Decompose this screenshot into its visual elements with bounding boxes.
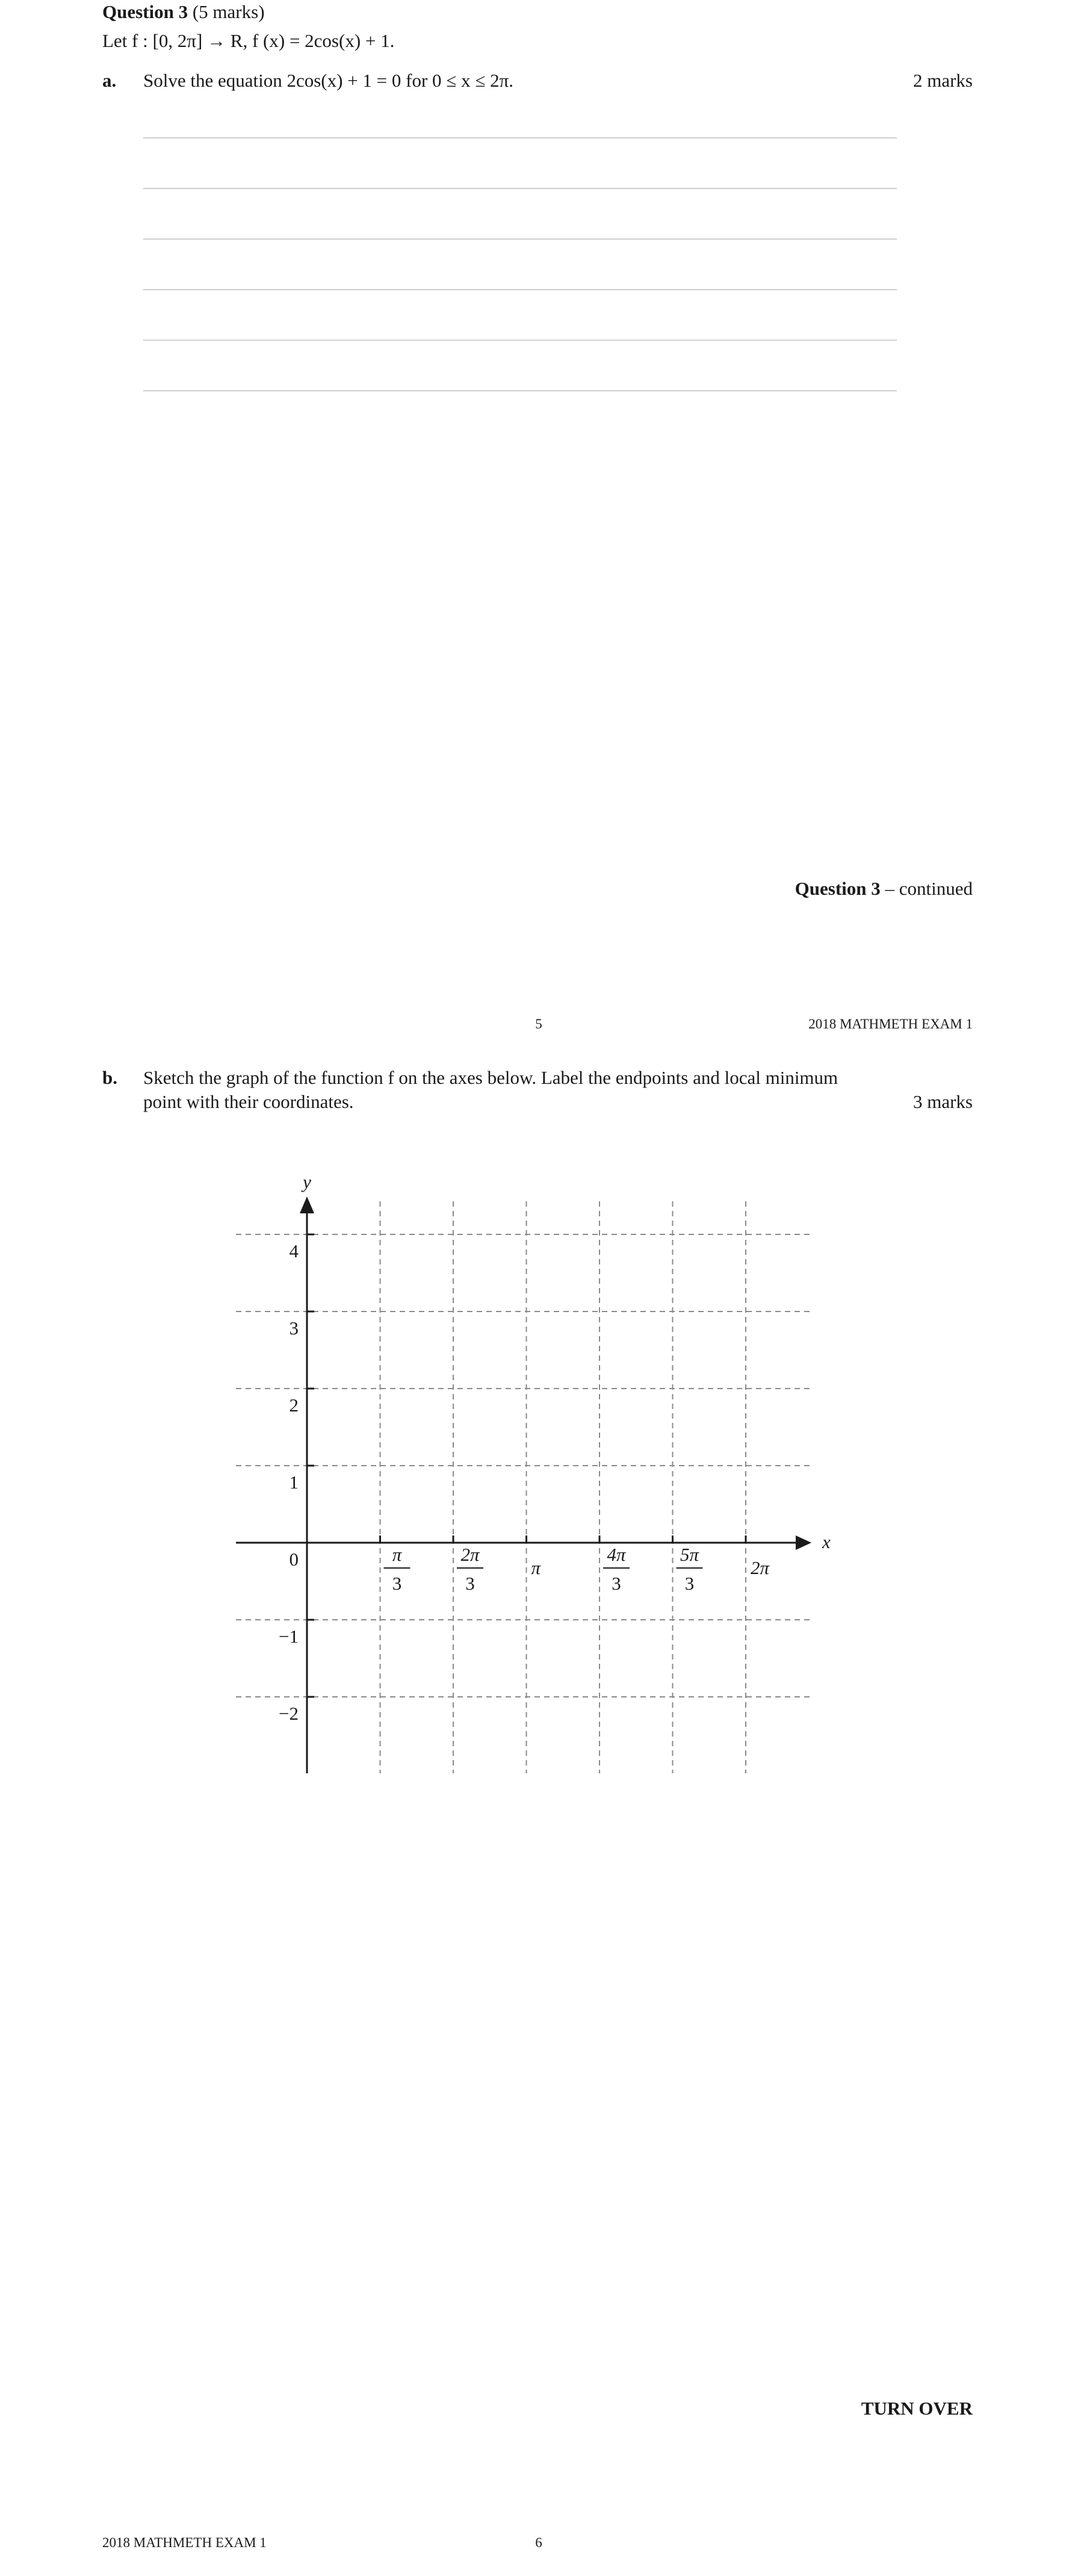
x-tick-label-numerator: π (392, 1544, 402, 1565)
y-tick-label: 2 (289, 1395, 299, 1416)
part-b-text-line2: point with their coordinates. (143, 1091, 354, 1112)
footer-page-number: 6 (535, 2535, 542, 2550)
x-tick-label-numerator: 4π (607, 1544, 626, 1565)
part-b-label: b. (102, 1067, 117, 1088)
question-stem: Let f : [0, 2π] → R, f (x) = 2cos(x) + 1. (102, 30, 395, 51)
continued-text: – continued (880, 878, 973, 899)
x-tick-label-denominator: 3 (684, 1573, 695, 1594)
x-tick-label-numerator: 5π (680, 1544, 699, 1565)
y-axis-label: y (303, 1171, 311, 1192)
question-marks: (5 marks) (192, 1, 265, 22)
x-tick-label: π (531, 1557, 541, 1578)
footer-exam-title: 2018 MATHMETH EXAM 1 (102, 2535, 267, 2550)
y-tick-label: 0 (289, 1549, 299, 1570)
footer-page-number: 5 (535, 1016, 542, 1031)
y-tick-label: −1 (279, 1626, 299, 1647)
x-tick-label-denominator: 3 (392, 1573, 402, 1594)
continued-question: Question 3 (795, 878, 881, 899)
x-axis-label: x (822, 1531, 831, 1552)
x-axis-arrow-icon (796, 1535, 811, 1550)
question-title: Question 3 (102, 1, 188, 22)
footer-exam-title: 2018 MATHMETH EXAM 1 (808, 1016, 973, 1031)
x-tick-label: 2π (751, 1557, 770, 1578)
part-a-text: Solve the equation 2cos(x) + 1 = 0 for 0 ≤ x ≤ 2π. (143, 70, 513, 91)
x-tick-label-numerator: 2π (460, 1544, 480, 1565)
y-tick-label: −2 (279, 1703, 299, 1724)
part-a-label: a. (102, 70, 117, 91)
part-b-marks: 3 marks (912, 1091, 973, 1112)
turn-over: TURN OVER (861, 2398, 973, 2419)
part-b-text-line1: Sketch the graph of the function f on the axes below. Label the endpoints and local minimum (143, 1067, 838, 1088)
y-tick-label: 4 (289, 1240, 299, 1262)
x-tick-label-denominator: 3 (612, 1573, 621, 1594)
part-a-marks: 2 marks (912, 70, 973, 91)
y-tick-label: 1 (289, 1472, 299, 1493)
y-tick-label: 3 (289, 1318, 299, 1339)
y-axis-arrow-icon (300, 1196, 314, 1213)
x-tick-label-denominator: 3 (465, 1573, 475, 1594)
